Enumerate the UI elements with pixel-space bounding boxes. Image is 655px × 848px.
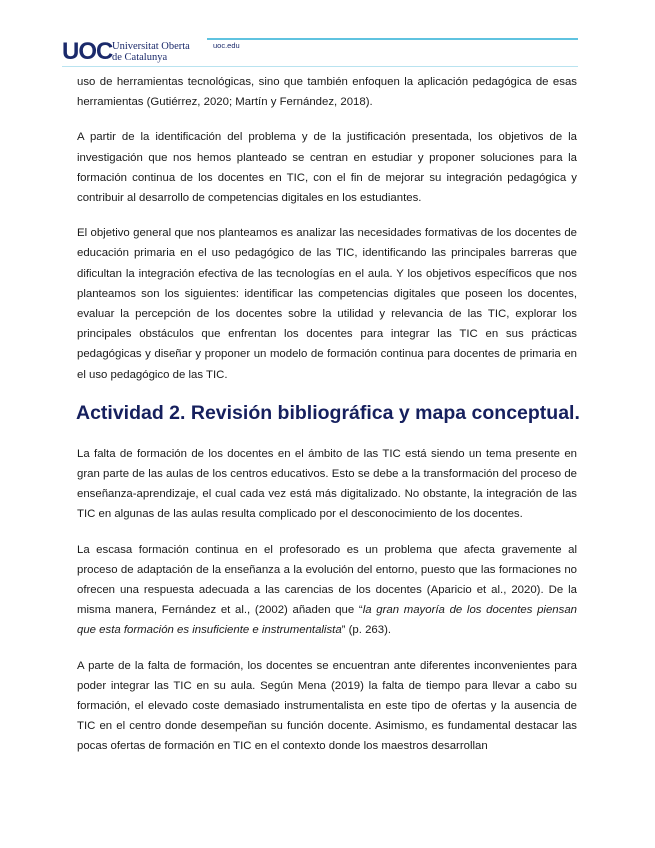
paragraph-5-quote: la gran mayoría de los docentes piensan que esta formación es insuficiente e instrumentalista (77, 604, 577, 637)
university-url: uoc.edu (213, 41, 240, 50)
paragraph-3: El objetivo general que nos planteamos es analizar las necesidades formativas de los docentes de educación primaria en el uso pedagógico de las TIC, identificando las principales barreras que dificultan la integración efectiva de las tecnologías en el aula. Y los objetivos específicos que nos planteamos son los siguientes: identificar las competencias digitales que poseen los docentes, evaluar la percepción de los docentes sobre la utilidad y relevancia de las TIC, explorar los principales obstáculos que enfrentan los docentes para integrar las TIC en sus prácticas pedagógicas y diseñar y proponer un modelo de formación continua para docentes de primaria en el uso pedagógico de las TIC. (77, 227, 577, 381)
paragraph-5-start: La escasa formación continua en el profesorado es un problema que afecta gravemente al proceso de adaptación de la enseñanza a la evolución del entorno, puesto que las formaciones no ofrecen una respuesta adecuada a las carencias de los docentes (Aparicio et al., 2020). De la misma manera, Fernández et al., (2002) añaden que “ (77, 543, 577, 617)
section-heading: Actividad 2. Revisión bibliográfica y mapa conceptual. (76, 401, 580, 424)
paragraph-6: A parte de la falta de formación, los docentes se encuentran ante diferentes inconvenientes para poder integrar las TIC en su aula. Según Mena (2019) la falta de tiempo para llevar a cabo su formación, el elevado coste demasiado instrumentalista en este tipo de ofertas y la ausencia de TIC en el centro donde desempeñan su función docente. Asimismo, es fundamental destacar las pocas ofertas de formación en TIC en el contexto donde los maestros desarrollan (77, 659, 577, 753)
paragraph-5 (77, 540, 577, 641)
paragraph-2: A partir de la identificación del problema y de la justificación presentada, los objetivos de la investigación que nos hemos planteado se centran en estudiar y proponer soluciones para la formación continua de los docentes en TIC, con el fin de mejorar su integración pedagógica y contribuir al desarrollo de competencias digitales en los estudiantes. (77, 131, 577, 205)
paragraph-4: La falta de formación de los docentes en el ámbito de las TIC está siendo un tema presente en gran parte de las aulas de los centros educativos. Esto se debe a la transformación del proceso de enseñanza-aprendizaje, el cual cada vez está más digitalizado. No obstante, la integración de las TIC en algunas de las aulas resulta complicado por el desconocimiento de los docentes. (77, 447, 577, 521)
university-name-line1: Universitat Oberta (112, 41, 190, 52)
uoc-logo: UOC (62, 38, 113, 65)
paragraph-5-end: ” (p. 263). (341, 624, 392, 637)
paragraph-1: uso de herramientas tecnológicas, sino que también enfoquen la aplicación pedagógica de esas herramientas (Gutiérrez, 2020; Martín y Fernández, 2018). (77, 76, 577, 109)
university-name-line2: de Catalunya (112, 52, 168, 63)
header-accent-line (207, 38, 578, 40)
university-name (112, 41, 190, 63)
document-body (76, 72, 580, 772)
header-divider (62, 66, 578, 67)
page-header (62, 36, 578, 70)
